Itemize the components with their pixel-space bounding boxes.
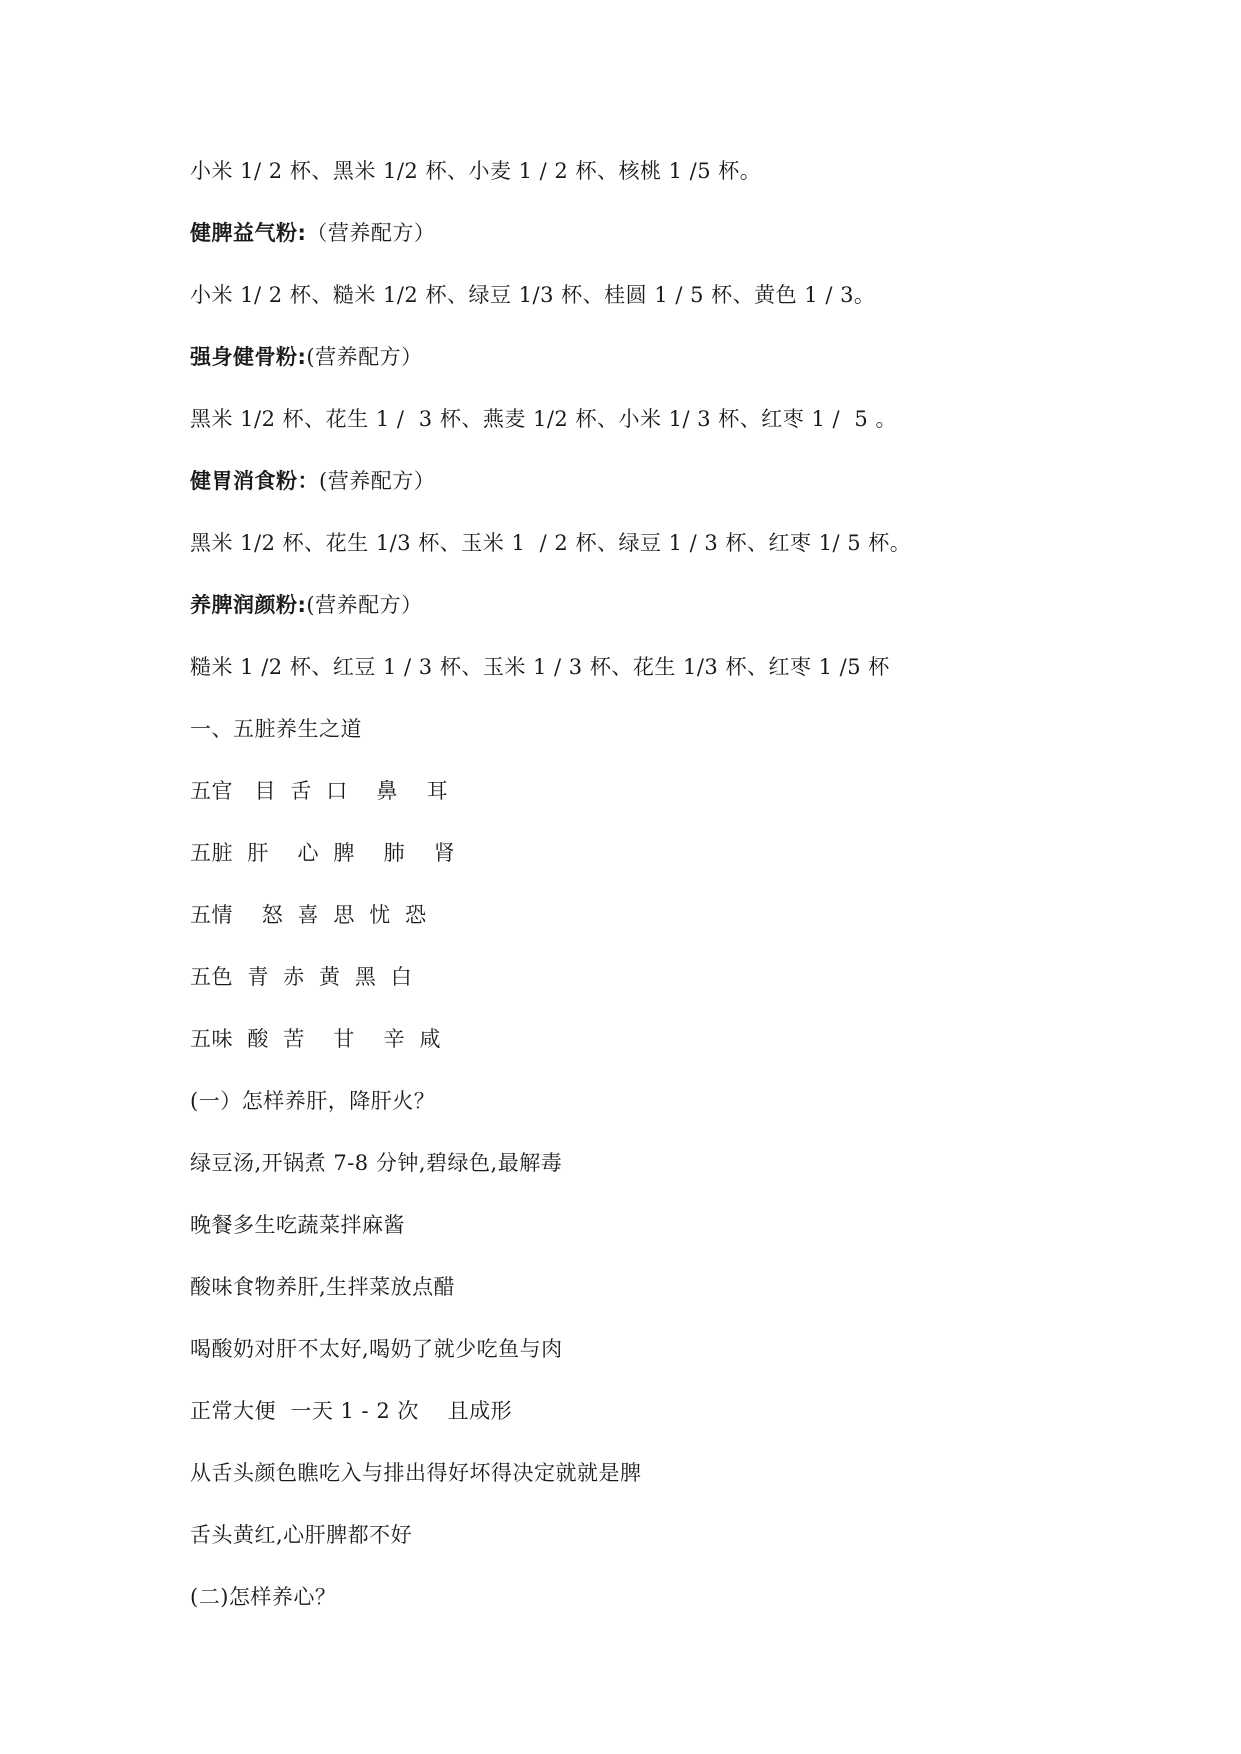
line-text: 黑米 1/2 杯、花生 1 / 3 杯、燕麦 1/2 杯、小米 1/ 3 杯、红枣 1 / 5 。 bbox=[190, 407, 897, 431]
line-text: 黑米 1/2 杯、花生 1/3 杯、玉米 1 / 2 杯、绿豆 1 / 3 杯、红枣 1/ 5 杯。 bbox=[190, 531, 912, 555]
line-text: 喝酸奶对肝不太好,喝奶了就少吃鱼与肉 bbox=[190, 1337, 563, 1361]
paragraph-line bbox=[190, 1442, 1150, 1504]
line-text: 晚餐多生吃蔬菜拌麻酱 bbox=[190, 1213, 405, 1237]
line-text: 小米 1/ 2 杯、糙米 1/2 杯、绿豆 1/3 杯、桂圆 1 / 5 杯、黄色 1 / 3。 bbox=[190, 283, 876, 307]
table-row bbox=[190, 822, 1150, 884]
line-text: 一、五脏养生之道 bbox=[190, 717, 362, 741]
paragraph-line bbox=[190, 1132, 1150, 1194]
heading-label: 健胃消食粉： bbox=[190, 469, 319, 493]
heading-note: (营养配方） bbox=[306, 345, 423, 369]
line-text: 舌头黄红,心肝脾都不好 bbox=[190, 1523, 413, 1547]
recipe-heading bbox=[190, 450, 1150, 512]
table-row bbox=[190, 1008, 1150, 1070]
subsection-title bbox=[190, 1566, 1150, 1628]
recipe-line bbox=[190, 264, 1150, 326]
recipe-line bbox=[190, 388, 1150, 450]
heading-note: （营养配方） bbox=[306, 221, 436, 245]
section-title bbox=[190, 698, 1150, 760]
line-text: (一）怎样养肝，降肝火？ bbox=[190, 1089, 436, 1113]
recipe-line bbox=[190, 512, 1150, 574]
line-text: 酸味食物养肝,生拌菜放点醋 bbox=[190, 1275, 456, 1299]
recipe-heading bbox=[190, 326, 1150, 388]
paragraph-line bbox=[190, 1380, 1150, 1442]
heading-label: 养脾润颜粉: bbox=[190, 593, 307, 617]
heading-label: 健脾益气粉: bbox=[190, 221, 307, 245]
recipe-heading bbox=[190, 574, 1150, 636]
line-text: 五脏 肝 心 脾 肺 肾 bbox=[190, 841, 456, 865]
recipe-heading bbox=[190, 202, 1150, 264]
table-row bbox=[190, 884, 1150, 946]
heading-label: 强身健骨粉: bbox=[190, 345, 307, 369]
recipe-line bbox=[190, 636, 1150, 698]
line-text: 正常大便 一天 1 - 2 次 且成形 bbox=[190, 1399, 513, 1423]
line-text: 五官 目 舌 口 鼻 耳 bbox=[190, 779, 449, 803]
table-row bbox=[190, 946, 1150, 1008]
document-body bbox=[190, 140, 1150, 1628]
paragraph-line bbox=[190, 1504, 1150, 1566]
subsection-title bbox=[190, 1070, 1150, 1132]
line-text: (二)怎样养心？ bbox=[190, 1585, 337, 1609]
recipe-line bbox=[190, 140, 1150, 202]
heading-note: (营养配方） bbox=[306, 593, 423, 617]
paragraph-line bbox=[190, 1318, 1150, 1380]
line-text: 五色 青 赤 黄 黑 白 bbox=[190, 965, 413, 989]
line-text: 小米 1/ 2 杯、黑米 1/2 杯、小麦 1 / 2 杯、核桃 1 /5 杯。 bbox=[190, 159, 762, 183]
heading-note: (营养配方） bbox=[319, 469, 436, 493]
table-row bbox=[190, 760, 1150, 822]
line-text: 五情 怒 喜 思 忧 恐 bbox=[190, 903, 427, 927]
paragraph-line bbox=[190, 1256, 1150, 1318]
line-text: 糙米 1 /2 杯、红豆 1 / 3 杯、玉米 1 / 3 杯、花生 1/3 杯、红枣 1 /5 杯 bbox=[190, 655, 890, 679]
paragraph-line bbox=[190, 1194, 1150, 1256]
line-text: 从舌头颜色瞧吃入与排出得好坏得决定就就是脾 bbox=[190, 1461, 642, 1485]
line-text: 绿豆汤,开锅煮 7-8 分钟,碧绿色,最解毒 bbox=[190, 1151, 563, 1175]
line-text: 五味 酸 苦 甘 辛 咸 bbox=[190, 1027, 441, 1051]
